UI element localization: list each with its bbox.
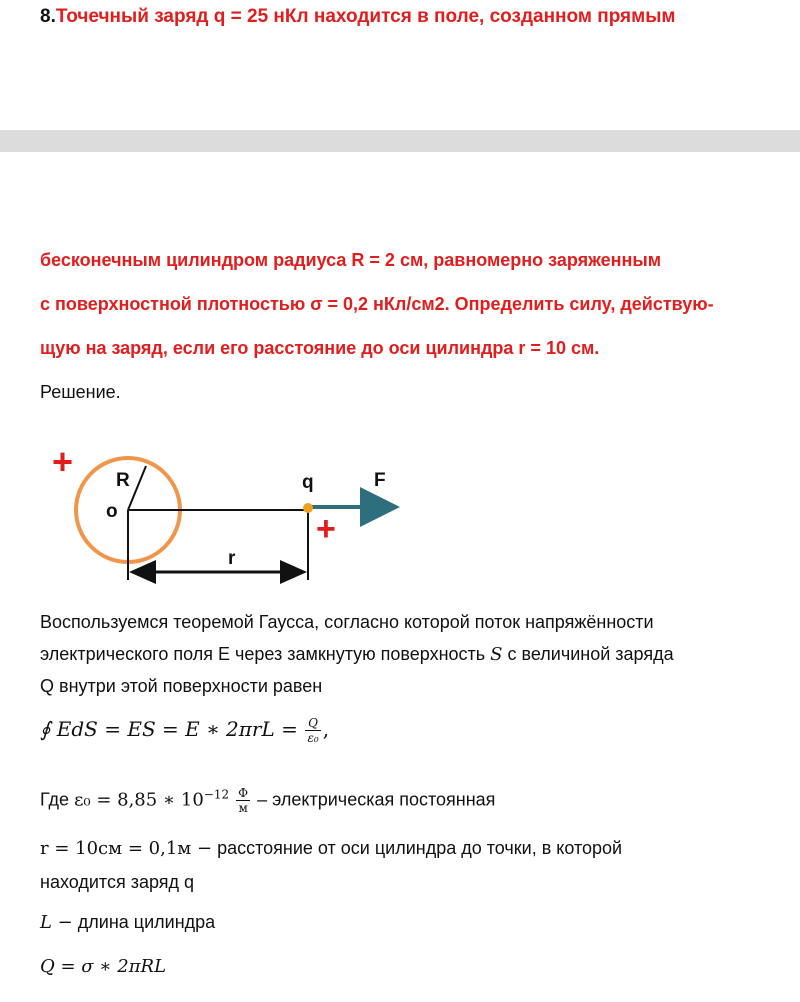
paragraph-line-2a: электрического поля E через замкнутую поверхность — [40, 644, 491, 664]
epsilon-line — [40, 786, 495, 815]
solution-label: Решение. — [40, 382, 121, 402]
paragraph-line-2 — [40, 644, 674, 665]
problem-line-1 — [40, 6, 675, 28]
L-desc: длина цилиндра — [72, 912, 216, 932]
epsilon-expr: ε₀ = 8,85 ∗ 10 — [74, 789, 204, 811]
problem-line-4: щую на заряд, если его расстояние до оси цилиндра r = 10 см. — [40, 338, 600, 358]
radius-line — [128, 466, 146, 510]
gauss-fraction — [305, 716, 320, 745]
gauss-frac-num: Q — [305, 716, 320, 731]
gauss-frac-den: ε₀ — [307, 731, 319, 745]
Q-expr: Q = σ ∗ 2πRL — [40, 956, 167, 977]
r-desc: расстояние от оси цилиндра до точки, в которой — [212, 838, 623, 858]
page-separator — [0, 130, 800, 152]
point-charge — [303, 503, 313, 513]
label-F: F — [374, 470, 386, 491]
label-R: R — [116, 470, 130, 491]
epsilon-unit — [236, 786, 250, 815]
label-r: r — [228, 548, 236, 569]
paragraph-line-2b: с величиной заряда — [502, 644, 674, 664]
paragraph-line-1: Воспользуемся теоремой Гаусса, согласно которой поток напряжённости — [40, 612, 654, 632]
epsilon-exponent: −12 — [203, 787, 230, 802]
gauss-lhs: ∮ EdS = ES = E ∗ 2πrL = — [40, 716, 298, 741]
surface-symbol: S — [490, 644, 503, 665]
label-o: o — [106, 501, 118, 522]
epsilon-unit-den: м — [238, 801, 248, 815]
label-q: q — [302, 472, 314, 493]
problem-number: 8. — [40, 6, 56, 27]
problem-line-2: бесконечным цилиндром радиуса R = 2 см, равномерно заряженным — [40, 250, 662, 270]
r-line — [40, 838, 622, 859]
paragraph-line-3: Q внутри этой поверхности равен — [40, 676, 323, 696]
cylinder-diagram — [40, 440, 420, 590]
gauss-tail: , — [322, 716, 330, 741]
Q-line — [40, 956, 166, 977]
problem-line-3: с поверхностной плотностью σ = 0,2 нКл/см2. Определить силу, действую- — [40, 294, 714, 314]
r-line-2: находится заряд q — [40, 872, 195, 892]
r-expr: r = 10см = 0,1м − — [40, 838, 213, 859]
L-line — [40, 912, 215, 933]
epsilon-desc: – электрическая постоянная — [252, 789, 496, 810]
epsilon-unit-num: Ф — [238, 786, 249, 800]
L-expr: L − — [40, 912, 73, 933]
plus-right: + — [316, 510, 336, 548]
problem-text-1: Точечный заряд q = 25 нКл находится в поле, созданном прямым — [55, 6, 676, 27]
plus-left: + — [52, 441, 74, 482]
epsilon-prefix: Где — [40, 789, 75, 810]
gauss-equation — [40, 716, 329, 745]
